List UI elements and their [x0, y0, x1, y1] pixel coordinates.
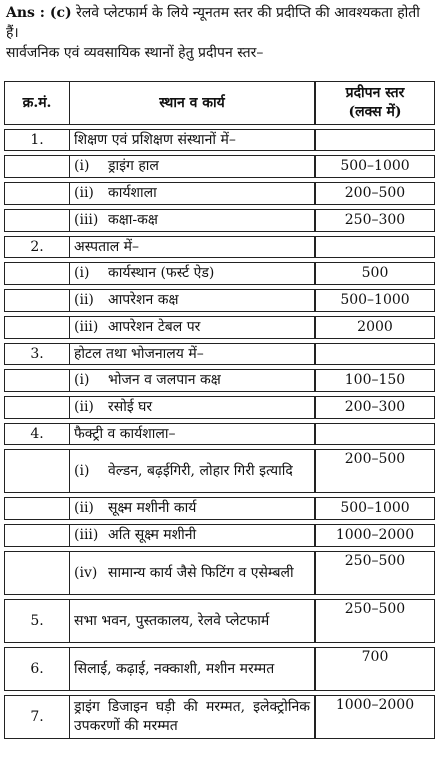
header-place-work: स्थान व कार्य [70, 81, 315, 125]
section-row [4, 129, 435, 151]
section-row [4, 343, 435, 365]
item-text: अस्पताल में– [74, 238, 140, 255]
item-row [4, 262, 435, 285]
item-row [4, 551, 435, 595]
item-row [4, 289, 435, 312]
illumination-value: 500 [315, 262, 435, 285]
item-index: (i) [74, 158, 90, 174]
place-work-cell [70, 369, 315, 392]
item-index: (ii) [74, 500, 94, 516]
item-row [4, 497, 435, 520]
item-row [4, 396, 435, 419]
illumination-value [315, 423, 435, 445]
serial-cell: 6. [4, 647, 70, 691]
item-text: रसोई घर [108, 399, 153, 415]
illumination-value: 200–500 [315, 449, 435, 493]
header-illumination [315, 81, 435, 125]
item-text: सभा भवन, पुस्तकालय, रेलवे प्लेटफार्म [74, 612, 270, 629]
item-text: सिलाई, कढ़ाई, नक्काशी, मशीन मरम्मत [74, 660, 275, 677]
item-row [4, 449, 435, 493]
serial-cell: 4. [4, 423, 70, 445]
serial-cell [4, 262, 70, 285]
item-row [4, 182, 435, 205]
serial-cell [4, 449, 70, 493]
illumination-value: 200–500 [315, 182, 435, 205]
serial-cell [4, 396, 70, 419]
serial-cell: 1. [4, 129, 70, 151]
item-text: अति सूक्ष्म मशीनी [108, 527, 197, 543]
item-index: (i) [74, 372, 90, 388]
item-text: ड्राइंग हाल [108, 158, 159, 174]
header-serial: क्र.मं. [4, 81, 70, 125]
item-row [4, 316, 435, 339]
item-text: सूक्ष्म मशीनी कार्य [108, 500, 197, 516]
item-row [4, 209, 435, 232]
serial-cell: 7. [4, 695, 70, 739]
item-text: सामान्य कार्य जैसे फिटिंग व एसेम्बली [108, 564, 294, 581]
header-illumination-unit: (लक्स में) [348, 104, 402, 120]
illumination-value: 700 [315, 647, 435, 691]
illumination-value: 500–1000 [315, 289, 435, 312]
table-header-row [4, 81, 435, 125]
place-work-cell [70, 316, 315, 339]
serial-cell [4, 182, 70, 205]
item-row [4, 524, 435, 547]
illumination-value: 250–500 [315, 551, 435, 595]
item-index: (iii) [74, 319, 99, 335]
item-text: आपरेशन कक्ष [108, 292, 179, 308]
item-index: (iii) [74, 527, 99, 543]
place-work-cell [70, 449, 315, 493]
illumination-value: 250–300 [315, 209, 435, 232]
item-text: कक्षा-कक्ष [108, 212, 158, 228]
place-work-cell [70, 497, 315, 520]
answer-label: Ans : (c) [6, 5, 72, 21]
item-row [4, 155, 435, 178]
section-row [4, 647, 435, 691]
illumination-value: 1000–2000 [315, 695, 435, 739]
section-row [4, 236, 435, 258]
place-work-cell [70, 209, 315, 232]
section-row [4, 695, 435, 739]
item-index: (ii) [74, 399, 94, 415]
place-work-cell [70, 129, 315, 151]
item-text: होटल तथा भोजनालय में– [74, 345, 204, 362]
serial-cell [4, 289, 70, 312]
serial-cell [4, 369, 70, 392]
item-text: कार्यशाला [108, 185, 157, 201]
serial-cell: 5. [4, 599, 70, 643]
place-work-cell [70, 524, 315, 547]
answer-intro [6, 3, 434, 63]
serial-cell [4, 551, 70, 595]
section-row [4, 423, 435, 445]
place-work-cell [70, 551, 315, 595]
item-index: (i) [74, 462, 90, 479]
item-text: शिक्षण एवं प्रशिक्षण संस्थानों में– [74, 131, 236, 148]
serial-cell [4, 524, 70, 547]
illumination-value: 500–1000 [315, 497, 435, 520]
item-text: वेल्डन, बढ़ईगिरी, लोहार गिरी इत्यादि [108, 462, 293, 479]
illumination-value: 2000 [315, 316, 435, 339]
illumination-value [315, 236, 435, 258]
item-text: ड्राइंग डिजाइन घड़ी की मरम्मत, इलेक्ट्रोनिक उपकरणों की मरम्मत [74, 699, 310, 734]
illumination-value [315, 129, 435, 151]
table-caption: सार्वजनिक एवं व्यवसायिक स्थानों हेतु प्रदीपन स्तर– [6, 45, 264, 61]
serial-cell: 2. [4, 236, 70, 258]
item-index: (iii) [74, 212, 99, 228]
item-index: (ii) [74, 185, 94, 201]
place-work-cell [70, 599, 315, 643]
illumination-value: 100–150 [315, 369, 435, 392]
header-illumination-title: प्रदीपन स्तर [345, 85, 405, 101]
place-work-cell [70, 289, 315, 312]
place-work-cell [70, 423, 315, 445]
place-work-cell [70, 695, 315, 739]
illumination-value: 1000–2000 [315, 524, 435, 547]
illumination-value: 200–300 [315, 396, 435, 419]
illumination-value: 250–500 [315, 599, 435, 643]
item-index: (iv) [74, 564, 98, 581]
place-work-cell [70, 182, 315, 205]
serial-cell [4, 497, 70, 520]
illumination-value: 500–1000 [315, 155, 435, 178]
serial-cell [4, 316, 70, 339]
item-row [4, 369, 435, 392]
section-row [4, 599, 435, 643]
place-work-cell [70, 647, 315, 691]
answer-text: रेलवे प्लेटफार्म के लिये न्यूनतम स्तर की प्रदीप्ति की आवश्यकता होती हैं। [6, 5, 420, 41]
illumination-table [4, 77, 435, 743]
illumination-value [315, 343, 435, 365]
place-work-cell [70, 343, 315, 365]
place-work-cell [70, 155, 315, 178]
place-work-cell [70, 396, 315, 419]
item-index: (i) [74, 265, 90, 281]
item-text: भोजन व जलपान कक्ष [108, 372, 221, 388]
place-work-cell [70, 262, 315, 285]
serial-cell: 3. [4, 343, 70, 365]
item-text: फैक्ट्री व कार्यशाला– [74, 425, 176, 442]
serial-cell [4, 155, 70, 178]
item-text: आपरेशन टेबल पर [108, 319, 201, 335]
place-work-cell [70, 236, 315, 258]
item-index: (ii) [74, 292, 94, 308]
serial-cell [4, 209, 70, 232]
item-text: कार्यस्थान (फर्स्ट ऐड) [108, 265, 215, 281]
